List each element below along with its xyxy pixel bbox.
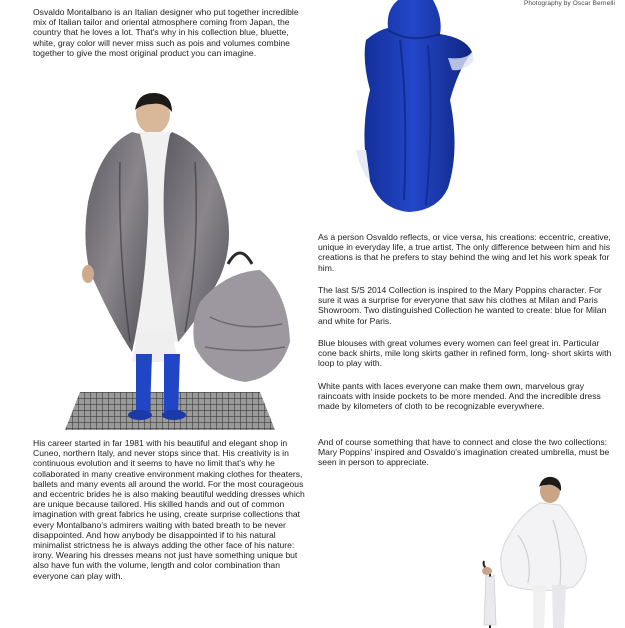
person-paragraph: As a person Osvaldo reflects, or vice versa, his creations: eccentric, creative, unique in everyday life, a true artist. The only difference between him and his creations is that he prefers to stay behind the wing and let his work speak for him. [318,232,611,273]
intro-paragraph: Osvaldo Montalbano is an Italian designer who put together incredible mix of Italian tailor and oriental atmosphere coming from Japan, the country that he loves a lot. That's why in his collection blue, bluette, white, gray color will never miss such as pois and volumes combine together to give the most original product you can imagine. [33,7,299,58]
blouses-paragraph: Blue blouses with great volumes every women can feel great in. Particular cone back shirts, mile long skirts gather in refined form, long- short skirts with loop to play with. [318,338,612,369]
career-paragraph: His career started in far 1981 with his beautiful and elegant shop in Cuneo, northern Italy, and never stops since that. His creativity is in continuous evolution and it seems to have no limit that's why he collaborated in many creative environment making clothes for theaters, ballets and many events all around the world. For the most courageous and eccentric brides he is also making beautiful wedding dresses which are unique because tailored. His skilled hands and out of common imagination with great fabrics he using, create surprise collections that every Montalbano's admirers waiting with bated breath to be never disappointed. And how anybody be disappointed if to his natural minimalist strictness he is always adding the other face of his nature: irony. Wearing his dresses means not just have something unique but also have fun with the volume, length and color combination than everyone can play with. [33,438,305,581]
pants-paragraph: White pants with laces everyone can make them own, marvelous gray raincoats with inside pockets to be more mended. And the incredible dress made by kilometers of cloth to be recognizable everywhere. [318,381,601,412]
white-cape-photo [478,475,593,628]
gray-cape-photo [60,92,295,432]
closing-paragraph: And of course something that have to connect and close the two collections: Mary Poppins' inspired and Osvaldo's imagination created umbrella, must be seen in person to appreciate. [318,437,610,468]
photo-credit: Photography by Oscar Bernelli [523,0,615,7]
collection-paragraph: The last S/S 2014 Collection is inspired to the Mary Poppins character. For sure it was a surprise for everyone that saw his clothes at Milan and Paris Showroom. Two distinguished Collection he wanted to create: blue for Milan and white for Paris. [318,285,607,326]
blue-dress-photo [348,0,478,215]
